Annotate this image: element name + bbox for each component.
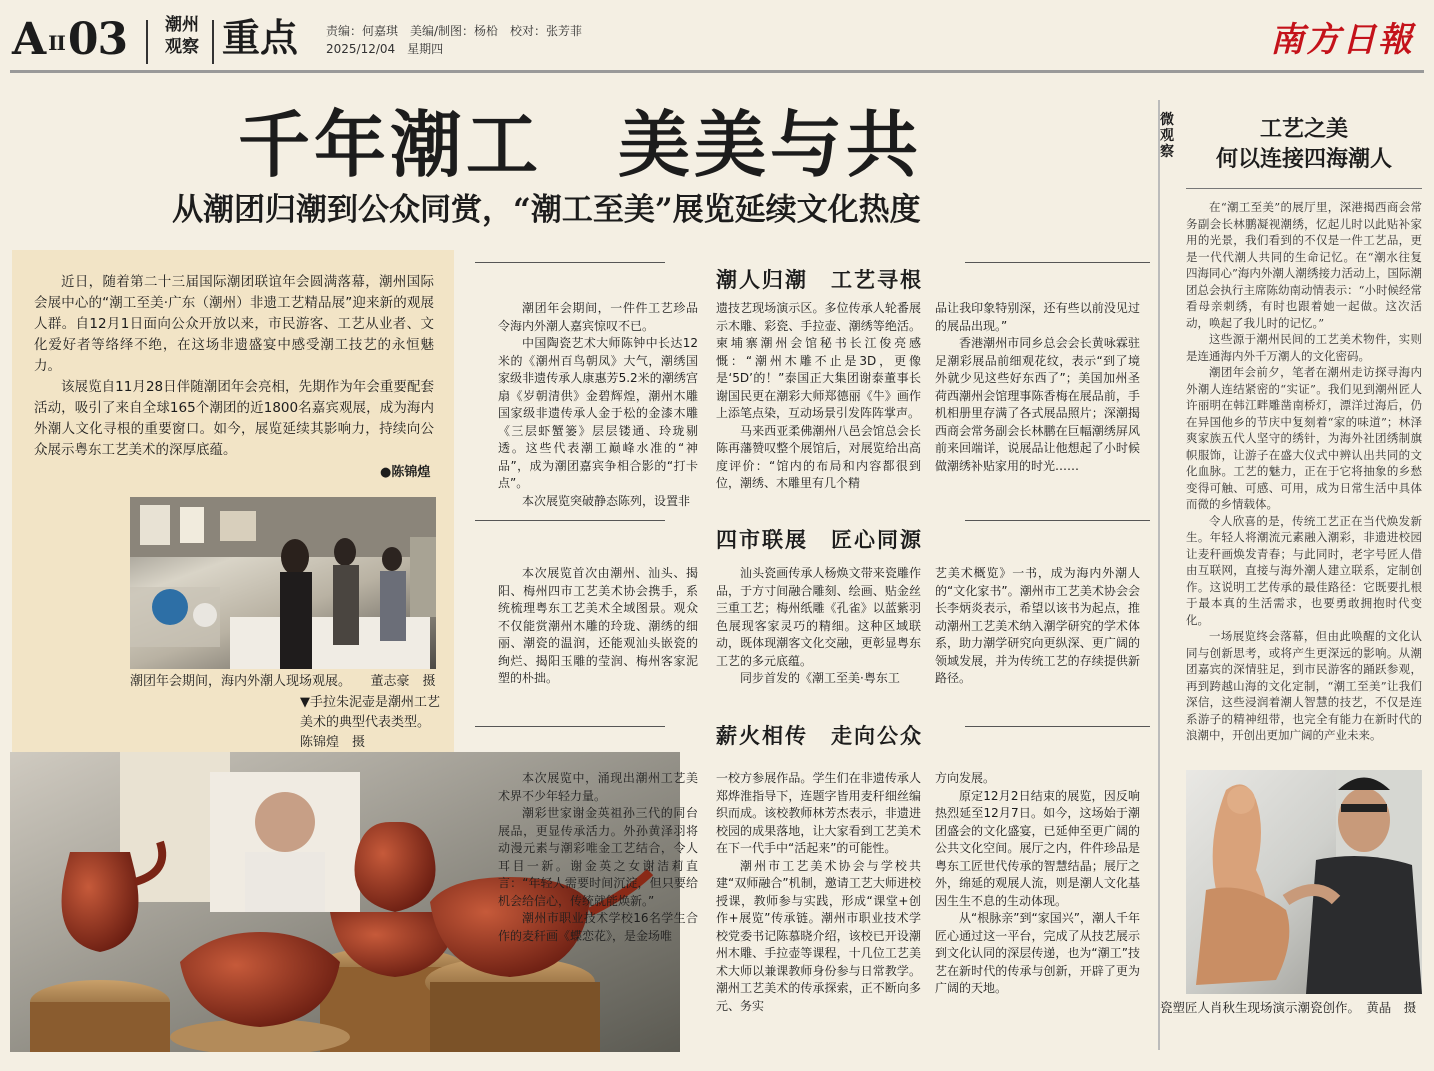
exhibition-hall-photo	[130, 497, 436, 669]
masthead-divider	[146, 20, 148, 64]
sidebar-tag: 微观察	[1160, 112, 1174, 160]
paragraph: 本次展览首次由潮州、汕头、揭阳、梅州四市工艺美术协会携手，系统梳理粤东工艺美术全域图景。观众不仅能赏潮州木雕的玲珑、潮绣的细丽、潮瓷的温润，还能观汕头嵌瓷的绚烂、揭阳玉雕的莹润、梅州客家泥塑的朴拙。	[498, 566, 698, 685]
paragraph: 从“根脉亲”到“家国兴”，潮人千年匠心通过这一平台，完成了从技艺展示到文化认同的深层传递，也为“潮工”技艺在新时代的传承与创新，开辟了更为广阔的天地。	[935, 911, 1140, 995]
paragraph: 在“潮工至美”的展厅里，深港揭西商会常务副会长林鹏凝视潮绣，忆起儿时以此贴补家用的光景，我们看到的不仅是一件工艺品，更是一代代潮人共同的生命记忆。在“潮水往复 四海同心”海内外潮人潮绣接力活动上，国际潮团总会执行主席陈幼南动情表示：“小时候经常看母亲刺绣，有时也跟着她一起做。这次活动，唤起了我儿时的记忆。”	[1186, 200, 1434, 330]
paragraph: 潮彩世家谢金英祖孙三代的同台展品，更显传承活力。外孙黄泽羽将动漫元素与潮彩唯金工艺结合，令人耳目一新。谢金英之女谢洁莉直言：“年轻人需要时间沉淀，但只要给机会给信心，传统就能焕新。”	[498, 806, 698, 908]
section-rule	[475, 262, 665, 263]
paragraph: 潮州市工艺美术协会与学校共建“双师融合”机制，邀请工艺大师进校授课，教师参与实践，形成“课堂+创作+展览”传承链。潮州市职业技术学校党委书记陈慕晓介绍，该校已开设潮州木雕、手拉壶等课程，十几位工艺美术大师以兼课教师身份参与日常教学。潮州工艺美术的传承探索，正不断向多元、务实	[716, 858, 921, 1013]
paragraph: 本次展览突破静态陈列，设置非	[522, 493, 691, 508]
section1-column1	[498, 300, 698, 510]
sidebar-title-line2: 何以连接四海潮人	[1215, 146, 1392, 172]
section-label	[158, 14, 206, 58]
paragraph: 马来西亚柔佛潮州八邑会馆总会长陈再藩赞叹整个展馆后，对展览给出高度评价：“馆内的布局和内容都很到位，潮绣、木雕里有几个精	[716, 423, 921, 490]
sidebar	[1186, 100, 1434, 744]
sidebar-divider	[1158, 100, 1160, 1050]
sidebar-title-line1: 工艺之美	[1259, 116, 1348, 142]
section-heading: 潮人归潮 工艺寻根	[716, 268, 923, 292]
sidebar-text	[1186, 199, 1434, 744]
craftsman-photo	[1186, 770, 1422, 994]
masthead-divider	[212, 20, 214, 64]
intro-text	[34, 272, 434, 461]
page-number: AII03	[12, 14, 128, 65]
paragraph: 同步首发的《潮工至美·粤东工	[740, 671, 900, 685]
section2-column3	[935, 565, 1140, 688]
photo3-caption: 瓷塑匠人肖秋生现场演示潮瓷创作。 黄晶 摄	[1160, 1000, 1417, 1015]
section-title: 重点	[222, 15, 299, 60]
photo2-caption: ▼手拉朱泥壶是潮州工艺美术的典型代表类型。 陈锦煌 摄	[300, 695, 450, 750]
paragraph: 这些源于潮州民间的工艺美术物件，实则是连通海内外千万潮人的文化密码。	[1186, 332, 1422, 363]
section-label-line2: 观察	[165, 37, 199, 57]
section-rule	[965, 262, 1150, 263]
section-heading: 四市联展 匠心同源	[716, 528, 923, 552]
paragraph: 艺美术概览》一书，成为海内外潮人的“文化家书”。潮州市工艺美术协会会长李炳炎表示，希望以该书为起点，推动潮州工艺美术纳入潮学研究的学术体系，助力潮学研究向更纵深、更广阔的领域发展，并为传统工艺的存续提供新路径。	[935, 566, 1140, 685]
paragraph: 令人欣喜的是，传统工艺正在当代焕发新生。年轻人将潮流元素融入潮彩，非遗进校园让麦秆画焕发青春；与此同时，老字号匠人借由互联网，直接与海外潮人建立联系，定制创作。这说明工艺传承的最佳路径：它既要扎根于最本真的生活需求，也要勇敢拥抱时代变化。	[1186, 513, 1422, 627]
intro-paragraph: 近日，随着第二十三届国际潮团联谊年会圆满落幕，潮州国际会展中心的“潮工至美·广东（潮州）非遗工艺精品展”迎来新的观展人群。自12月1日面向公众开放以来，市民游客、工艺从业者、文化爱好者等络绎不绝，在这场非遗盛宴中感受潮工技艺的永恒魅力。	[34, 274, 434, 374]
issue-date: 2025/12/04 星期四	[326, 42, 444, 56]
sidebar-rule	[1186, 188, 1422, 189]
paragraph: 潮团年会期间，一件件工艺珍品令海内外潮人嘉宾惊叹不已。	[498, 301, 698, 333]
paragraph: 原定12月2日结束的展览，因反响热烈延至12月7日。如今，这场始于潮团盛会的文化盛宴，已延伸至更广阔的公共文化空间。展厅之内，件件珍品是粤东工匠世代传承的智慧结晶；展厅之外，绵延的观展人流，则是潮人文化基因生生不息的生动体现。	[935, 788, 1140, 908]
paragraph: 潮州市职业技术学校16名学生合作的麦秆画《蝶恋花》，是金场唯	[498, 911, 698, 943]
paragraph: 汕头瓷画传承人杨焕文带来瓷雕作品，于方寸间融合雕刻、绘画、贴金丝三重工艺；梅州纸雕《孔雀》以蓝紫羽色展现客家灵巧的精细。这种区域联动，既体现潮客文化交融，更彰显粤东工艺的多元底蕴。	[716, 566, 921, 668]
main-headline: 千年潮工 美美与共	[238, 102, 923, 187]
intro-byline: ●陈锦煌	[380, 465, 431, 480]
newspaper-logo: 南方日報	[1270, 20, 1414, 60]
section3-column1	[498, 770, 698, 945]
section1-column3	[935, 300, 1140, 475]
photo1-caption: 潮团年会期间，海内外潮人现场观展。 董志豪 摄	[130, 674, 436, 689]
paragraph: 一场展览终会落幕，但由此唤醒的文化认同与创新思考，或将产生更深远的影响。从潮团嘉宾的深情驻足，到市民游客的踊跃参观，再到跨越山海的文化定制，“潮工至美”让我们深信，这些浸润着潮人智慧的技艺，不仅是连系游子的精神纽带，也完全有能力在新时代的浪潮中，开创出更加广阔的产业未来。	[1186, 629, 1422, 742]
section2-column1	[498, 565, 698, 688]
section2-column2	[716, 565, 921, 688]
paragraph: 潮团年会前夕，笔者在潮州走访探寻海内外潮人连结紧密的“实证”。我们见到潮州匠人许丽明在韩江畔雕凿南桥灯，漂洋过海后，仍在异国他乡的节庆中复刻着“家的味道”；林泽爽家族五代人坚守的绣针，为海外社团绣制旗帜服饰，让游子在盛大仪式中辨认出共同的文化血脉。工艺的魅力，正在于它将抽象的乡愁变得可触、可感、可用，成为日常生活中具体而微的乡情载体。	[1186, 365, 1422, 511]
paragraph: 本次展览中，涌现出潮州工艺美术界不少年轻力量。	[498, 771, 698, 803]
intro-paragraph: 该展览自11月28日伴随潮团年会亮相，先期作为年会重要配套活动，吸引了来自全球165个潮团的近1800名嘉宾观展，成为海内外潮人文化寻根的重要窗口。如今，展览延续其影响力，持续向公众展示粤东工艺美术的深厚底蕴。	[34, 379, 434, 458]
header-rule	[10, 70, 1424, 73]
paragraph: 香港潮州市同乡总会会长黄咏霖驻足潮彩展品前细观花纹，表示“到了境外就少见这些好东西了”；美国加州圣荷西潮州会馆理事陈香梅在展品前，手机相册里存满了各式展品照片；深潮揭西商会常务副会长林鹏在巨幅潮绣屏风前来回端详，说展品让他想起了小时候做潮绣补贴家用的时光……	[935, 336, 1140, 473]
sub-headline: 从潮团归潮到公众同赏，“潮工至美”展览延续文化热度	[172, 192, 921, 228]
section-rule	[475, 520, 665, 521]
editor-credits: 责编：何嘉琪 美编/制图：杨柗 校对：张芳菲	[326, 24, 583, 38]
section-rule	[475, 726, 665, 727]
section3-column3	[935, 770, 1140, 998]
paragraph: 方向发展。	[935, 771, 996, 785]
section-rule	[965, 520, 1150, 521]
paragraph: 遗技艺现场演示区。多位传承人轮番展示木雕、彩瓷、手拉壶、潮绣等绝活。柬埔寨潮州会馆秘书长江俊亮感慨：“潮州木雕不止是3D，更像是‘5D’的！”泰国正大集团谢泰董事长谢国民更在潮彩大师郑德丽《牛》画作上添笔点染，互动场景引发阵阵掌声。	[716, 301, 921, 420]
section3-column2	[716, 770, 921, 1015]
section-label-line1: 潮州	[165, 15, 199, 35]
paragraph: 品让我印象特别深，还有些以前没见过的展品出现。”	[935, 301, 1140, 333]
paragraph: 中国陶瓷艺术大师陈钟中长达12米的《潮州百鸟朝凤》大气，潮绣国家级非遗传承人康惠芳5.2米的潮绣宫扇《岁朝清供》金碧辉煌，潮州木雕国家级非遗传承人金于松的金漆木雕《三层虾蟹篓》层层镂通、玲珑剔透。这些代表潮工巅峰水准的“神品”，成为潮团嘉宾争相合影的“打卡点”。	[498, 336, 698, 490]
section1-column2	[716, 300, 921, 493]
section-heading: 薪火相传 走向公众	[716, 724, 923, 748]
paragraph: 一校方参展作品。学生们在非遗传承人郑烨淮指导下，连题字皆用麦秆细丝编织而成。该校教师林芳杰表示，非遗进校园的成果落地，让大家看到工艺美术在下一代手中“活起来”的可能性。	[716, 771, 921, 855]
section-rule	[965, 726, 1150, 727]
